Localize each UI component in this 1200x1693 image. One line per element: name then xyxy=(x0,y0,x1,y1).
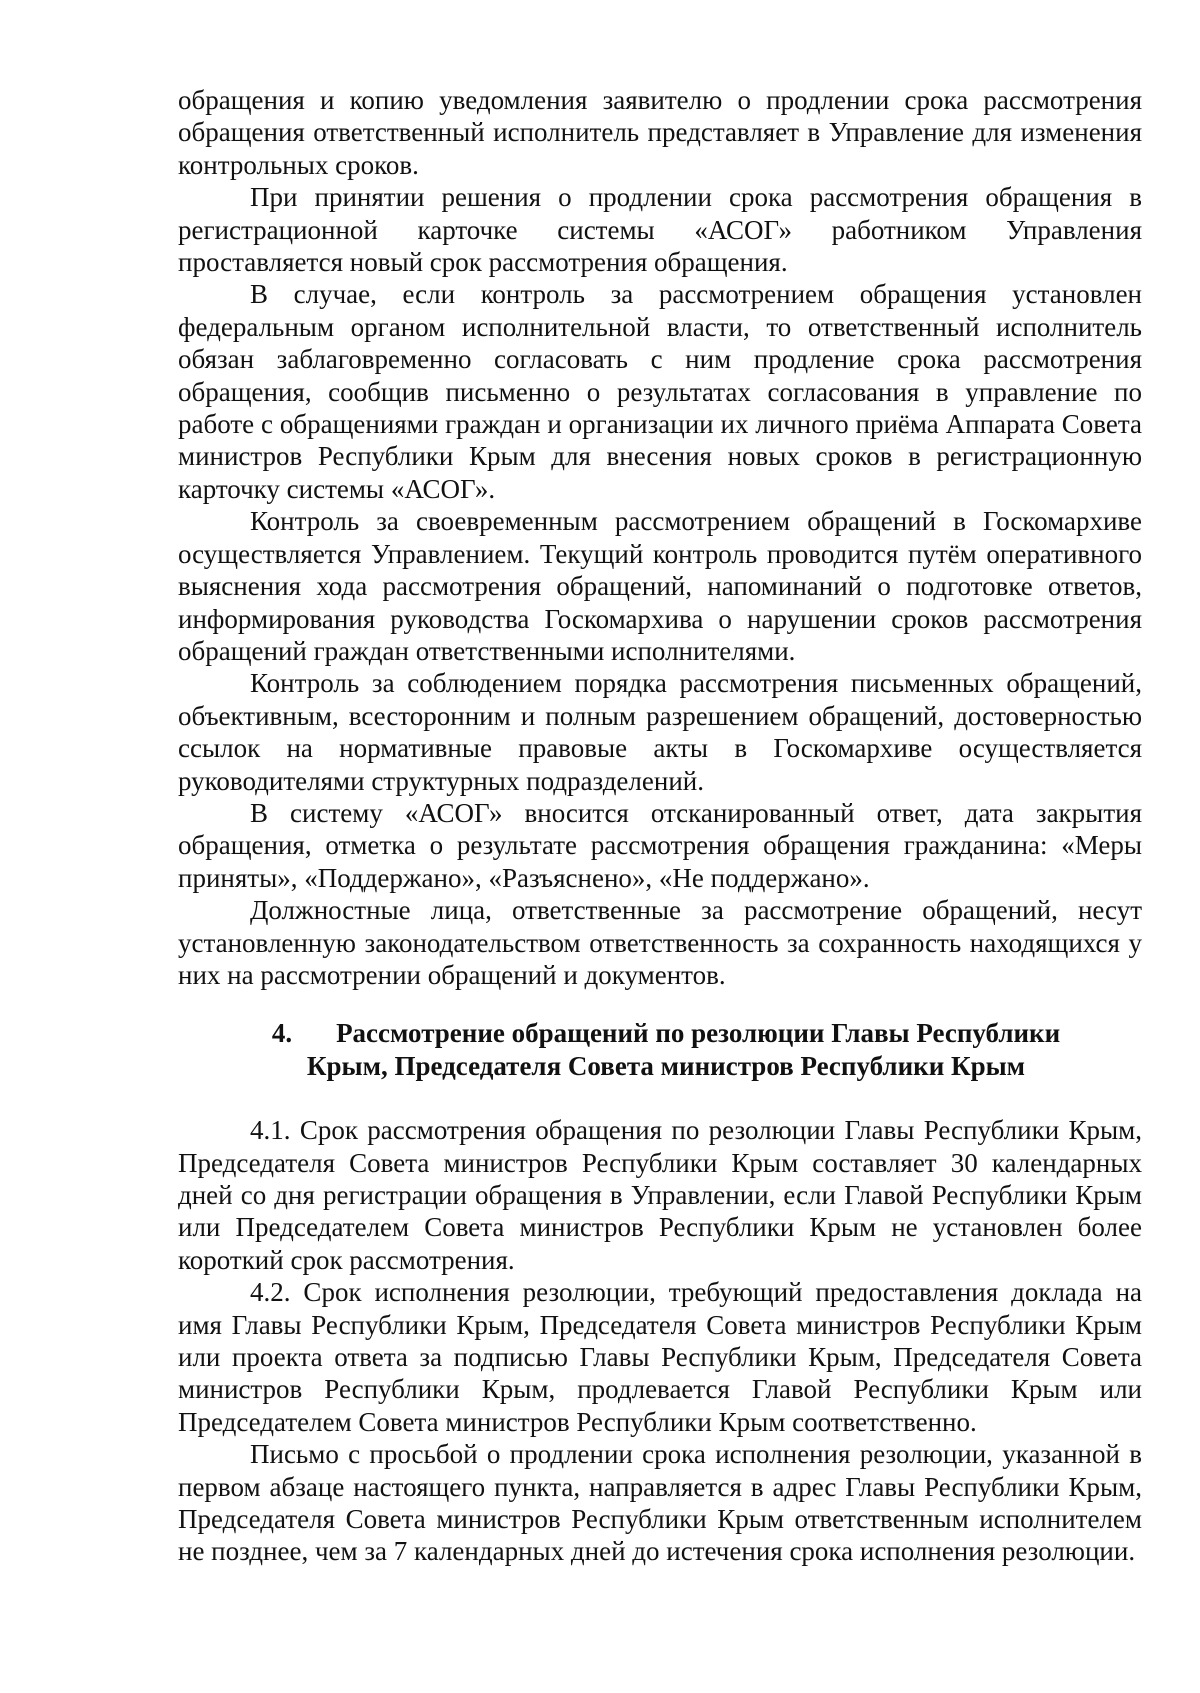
paragraph-continuation: обращения и копию уведомления заявителю о продлении срока рассмотрения обращения ответственный исполнитель представляет в Управление для изменения контрольных сроков. xyxy=(178,85,1142,180)
section-heading xyxy=(178,1017,1142,1082)
paragraph-4-1: 4.1. Срок рассмотрения обращения по резолюции Главы Республики Крым, Председателя Совета министров Республики Крым составляет 30 календарных дней со дня регистрации обращения в Управлении, если Главой Республики Крым или Председателем Совета министров Республики Крым не установлен более короткий срок рассмотрения. xyxy=(178,1115,1142,1275)
section-title: Рассмотрение обращений по резолюции Главы Республики Крым, Председателя Совета министров Республики Крым xyxy=(306,1018,1061,1081)
paragraph-4-2: 4.2. Срок исполнения резолюции, требующий предоставления доклада на имя Главы Республики Крым, Председателя Совета министров Республики Крым или проекта ответа за подписью Главы Республики Крым, Председателя Совета министров Республики Крым, продлевается Главой Республики Крым или Председателем Совета министров Республики Крым соответственно. xyxy=(178,1277,1142,1437)
paragraph-asog-entry: В систему «АСОГ» вносится отсканированный ответ, дата закрытия обращения, отметка о результате рассмотрения обращения гражданина: «Меры приняты», «Поддержано», «Разъяснено», «Не поддержано». xyxy=(178,797,1142,893)
paragraph-extension-letter: Письмо с просьбой о продлении срока исполнения резолюции, указанной в первом абзаце настоящего пункта, направляется в адрес Главы Республики Крым, Председателя Совета министров Республики Крым ответственным исполнителем не позднее, чем за 7 календарных дней до истечения срока исполнения резолюции. xyxy=(178,1439,1142,1567)
paragraph-procedure-control: Контроль за соблюдением порядка рассмотрения письменных обращений, объективным, всесторонним и полным разрешением обращений, достоверностью ссылок на нормативные правовые акты в Госкомархиве осуществляется руководителями структурных подразделений. xyxy=(178,668,1142,796)
paragraph-responsibility: Должностные лица, ответственные за рассмотрение обращений, несут установленную законодательством ответственность за сохранность находящихся у них на рассмотрении обращений и документов. xyxy=(178,895,1142,990)
section-number: 4. xyxy=(271,1018,293,1049)
document-page xyxy=(178,84,1142,1568)
paragraph-extension-decision: При принятии решения о продлении срока рассмотрения обращения в регистрационной карточке системы «АСОГ» работником Управления проставляется новый срок рассмотрения обращения. xyxy=(178,182,1142,278)
paragraph-federal-control: В случае, если контроль за рассмотрением обращения установлен федеральным органом исполнительной власти, то ответственный исполнитель обязан заблаговременно согласовать с ним продление срока рассмотрения обращения, сообщив письменно о результатах согласования в управление по работе с обращениями граждан и организации их личного приёма Аппарата Совета министров Республики Крым для внесения новых сроков в регистрационную карточку системы «АСОГ». xyxy=(178,279,1142,504)
paragraph-timely-control: Контроль за своевременным рассмотрением обращений в Госкомархиве осуществляется Управлением. Текущий контроль проводится путём оперативного выяснения хода рассмотрения обращений, напоминаний о подготовке ответов, информирования руководства Госкомархива о нарушении сроков рассмотрения обращений граждан ответственными исполнителями. xyxy=(178,506,1142,666)
